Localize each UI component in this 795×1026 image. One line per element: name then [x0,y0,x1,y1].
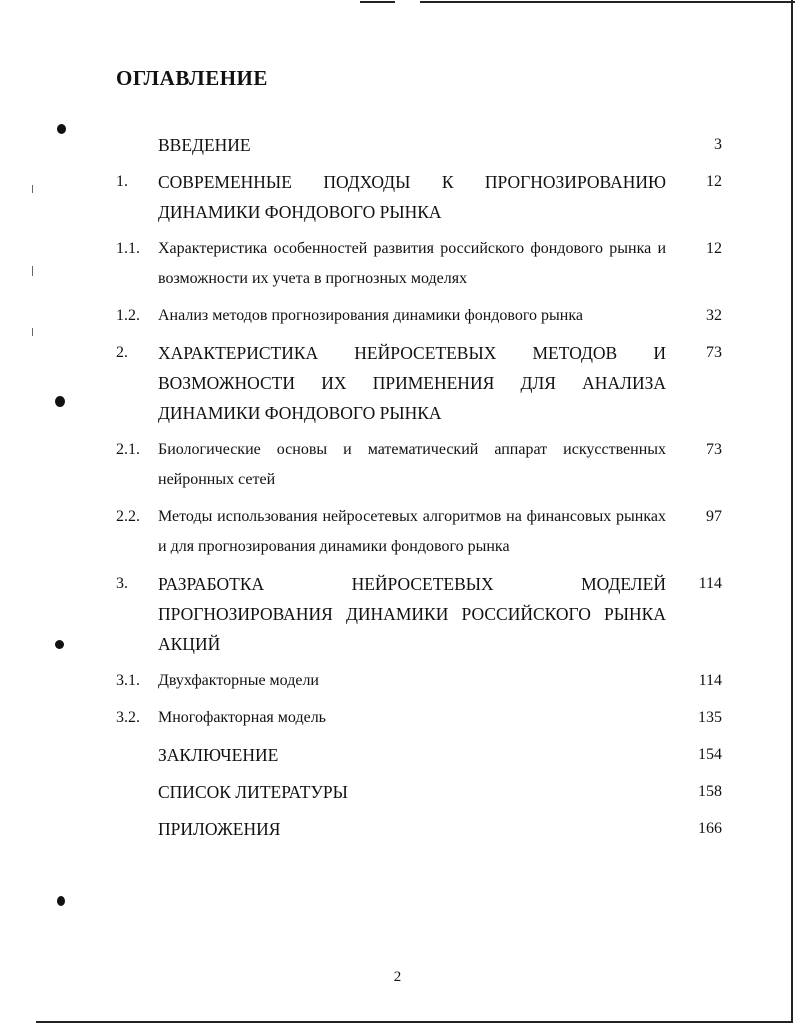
toc-entry-number: 2.2. [116,508,140,525]
toc-entry-number: 2. [116,344,128,361]
toc-entry-number: 1.1. [116,240,140,257]
toc-entry-number: 3.1. [116,672,140,689]
scan-edge-bottom [36,1021,793,1023]
toc-entry [116,502,722,562]
toc-entry-title: СПИСОК ЛИТЕРАТУРЫ [158,782,348,802]
toc-entry-page: 135 [698,709,722,726]
toc-entry-number: 1.2. [116,307,140,324]
toc-entry-title: Биологические основы и математический аппарат искусственных нейронных сетей [158,441,666,488]
punch-hole-mark [57,124,66,134]
toc-entry-number: 2.1. [116,441,140,458]
toc-entry [116,569,722,659]
toc-entry-page: 3 [714,136,722,153]
toc-entry [116,338,722,428]
toc-heading: ОГЛАВЛЕНИЕ [116,66,268,90]
scan-edge-top [420,1,795,3]
toc-entry-number: 1. [116,173,128,190]
toc-entry-page: 73 [706,441,722,458]
scan-edge-top [360,1,395,3]
toc-entry-page: 154 [698,746,722,763]
toc-entry [116,740,722,770]
toc-entry-page: 97 [706,508,722,525]
scan-tick [32,185,33,193]
toc-entry-page: 114 [698,672,722,689]
toc-entry [116,130,722,160]
punch-hole-mark [57,896,65,906]
toc-entry-title: Многофакторная модель [158,709,326,726]
toc-entry-title: РАЗРАБОТКА НЕЙРОСЕТЕВЫХ МОДЕЛЕЙ ПРОГНОЗИРОВАНИЯ ДИНАМИКИ РОССИЙСКОГО РЫНКА АКЦИЙ [158,574,666,654]
toc-entry-title: Характеристика особенностей развития российского фондового рынка и возможности их учета в прогнозных моделях [158,240,666,287]
toc-entry-page: 114 [698,575,722,592]
toc-entry-page: 32 [706,307,722,324]
toc-entry [116,435,722,495]
toc-entry-number: 3. [116,575,128,592]
table-of-contents [116,130,722,844]
toc-entry [116,301,722,331]
scan-tick [32,266,33,276]
toc-entry-title: Двухфакторные модели [158,672,319,689]
toc-entry-page: 158 [698,783,722,800]
toc-entry [116,814,722,844]
toc-entry [116,777,722,807]
toc-entry-title: ПРИЛОЖЕНИЯ [158,819,281,839]
toc-entry-page: 12 [706,173,722,190]
toc-entry-page: 73 [706,344,722,361]
toc-entry-title: Анализ методов прогнозирования динамики фондового рынка [158,307,583,324]
toc-entry-title: Методы использования нейросетевых алгоритмов на финансовых рынках и для прогнозирования динамики фондового рынка [158,508,666,555]
toc-entry [116,167,722,227]
toc-entry [116,703,722,733]
toc-entry-page: 12 [706,240,722,257]
scan-tick [32,328,33,336]
toc-entry-page: 166 [698,820,722,837]
toc-entry [116,666,722,696]
toc-entry-title: ХАРАКТЕРИСТИКА НЕЙРОСЕТЕВЫХ МЕТОДОВ И ВОЗМОЖНОСТИ ИХ ПРИМЕНЕНИЯ ДЛЯ АНАЛИЗА ДИНАМИКИ ФОНДОВОГО РЫНКА [158,343,666,423]
toc-entry-title: ЗАКЛЮЧЕНИЕ [158,745,279,765]
punch-hole-mark [55,396,65,407]
toc-entry-number: 3.2. [116,709,140,726]
scan-edge-right [791,0,793,1022]
page-number: 2 [393,969,402,985]
toc-entry-title: СОВРЕМЕННЫЕ ПОДХОДЫ К ПРОГНОЗИРОВАНИЮ ДИНАМИКИ ФОНДОВОГО РЫНКА [158,172,666,222]
toc-entry [116,234,722,294]
punch-hole-mark [55,640,64,649]
toc-entry-title: ВВЕДЕНИЕ [158,135,251,155]
